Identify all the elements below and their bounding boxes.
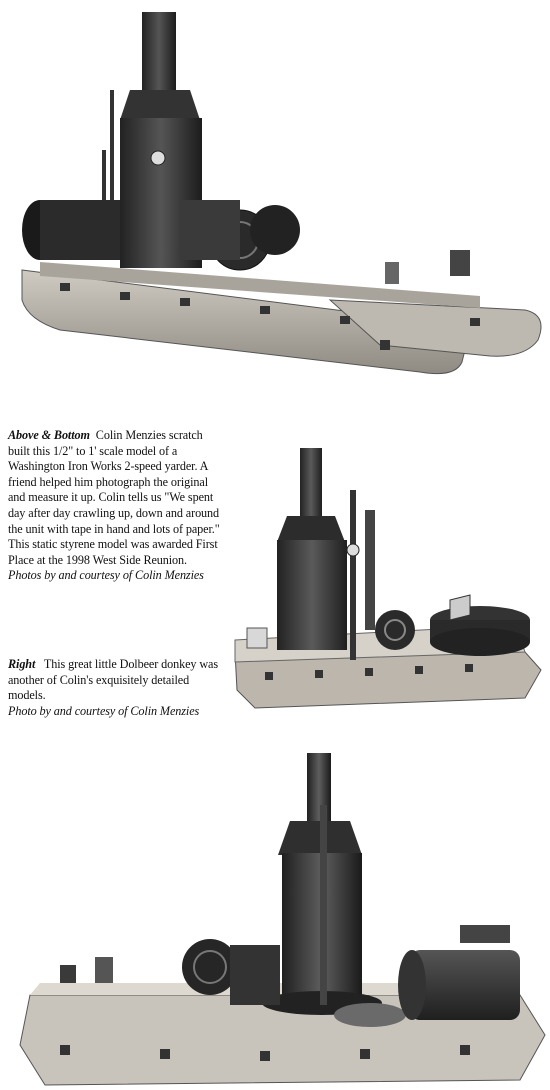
caption-right [8,657,220,719]
caption-lead: Right [8,657,36,671]
yarder-photo-top [0,0,550,400]
photo-credit: Photo by and courtesy of Colin Menzies [8,703,200,718]
caption-lead: Above & Bottom [8,428,90,442]
caption-body: This great little Dolbeer donkey was another of Colin's exquisitely detailed models. [8,657,218,703]
caption-body: Colin Menzies scratch built this 1/2" to 1' scale model of a Washington Iron Works 2-speed yarder. A friend helped him photograph the original and measure it up. Colin tells us "We spent day after day crawling up, down and around the unit with tape in hand and lots of paper." This static styrene model was awarded First Place at the 1998 West Side Reunion. [8,428,220,567]
yarder-photo-bottom [0,745,550,1090]
caption-above-bottom [8,428,220,584]
dolbeer-donkey-photo [225,430,545,730]
photo-credit: Photos by and courtesy of Colin Menzies [8,568,204,583]
